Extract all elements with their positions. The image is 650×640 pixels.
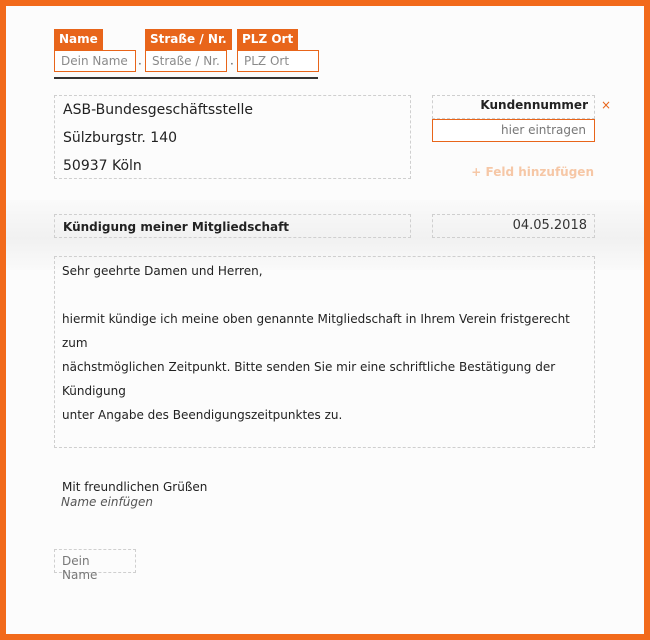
sender-underline — [54, 77, 318, 79]
salutation: Sehr geehrte Damen und Herren, — [62, 264, 263, 278]
sender-name-group — [54, 28, 128, 68]
separator-dot: · — [138, 57, 142, 71]
subject-field[interactable]: Kündigung meiner Mitgliedschaft — [54, 214, 411, 238]
sender-name-input[interactable]: Dein Name — [54, 50, 136, 72]
sender-street-input[interactable]: Straße / Nr. — [145, 50, 227, 72]
add-field-button[interactable]: + Feld hinzufügen — [471, 165, 594, 179]
recipient-line-1: ASB-Bundesgeschäftsstelle — [63, 102, 253, 118]
date-field[interactable]: 04.05.2018 — [432, 214, 595, 238]
signature-name-input[interactable]: Dein Name — [54, 549, 136, 573]
sender-city-input[interactable]: PLZ Ort — [237, 50, 319, 72]
remove-field-icon[interactable]: × — [601, 98, 612, 112]
recipient-line-2: Sülzburgstr. 140 — [63, 130, 178, 146]
recipient-address-box[interactable] — [54, 95, 411, 179]
body-line: nächstmöglichen Zeitpunkt. Bitte senden Sie mir eine schriftliche Bestätigung der Kündigung — [62, 360, 556, 398]
name-insert-field[interactable]: Name einfügen — [61, 495, 153, 509]
sender-city-label: PLZ Ort — [237, 29, 298, 50]
body-line: hiermit kündige ich meine oben genannte Mitgliedschaft in Ihrem Verein fristgerecht zum — [62, 312, 570, 350]
closing: Mit freundlichen Grüßen — [62, 480, 208, 494]
letter-body[interactable] — [54, 256, 595, 494]
separator-dot: · — [230, 57, 234, 71]
sender-city-group — [237, 28, 298, 68]
sender-name-label: Name — [54, 29, 103, 50]
customer-number-input[interactable]: hier eintragen — [432, 119, 595, 142]
sender-street-label: Straße / Nr. — [145, 29, 232, 50]
recipient-line-3: 50937 Köln — [63, 158, 142, 174]
customer-number-label: Kundennummer — [480, 98, 588, 112]
body-line: unter Angabe des Beendigungszeitpunktes zu. — [62, 408, 343, 422]
sender-street-group — [145, 28, 232, 68]
